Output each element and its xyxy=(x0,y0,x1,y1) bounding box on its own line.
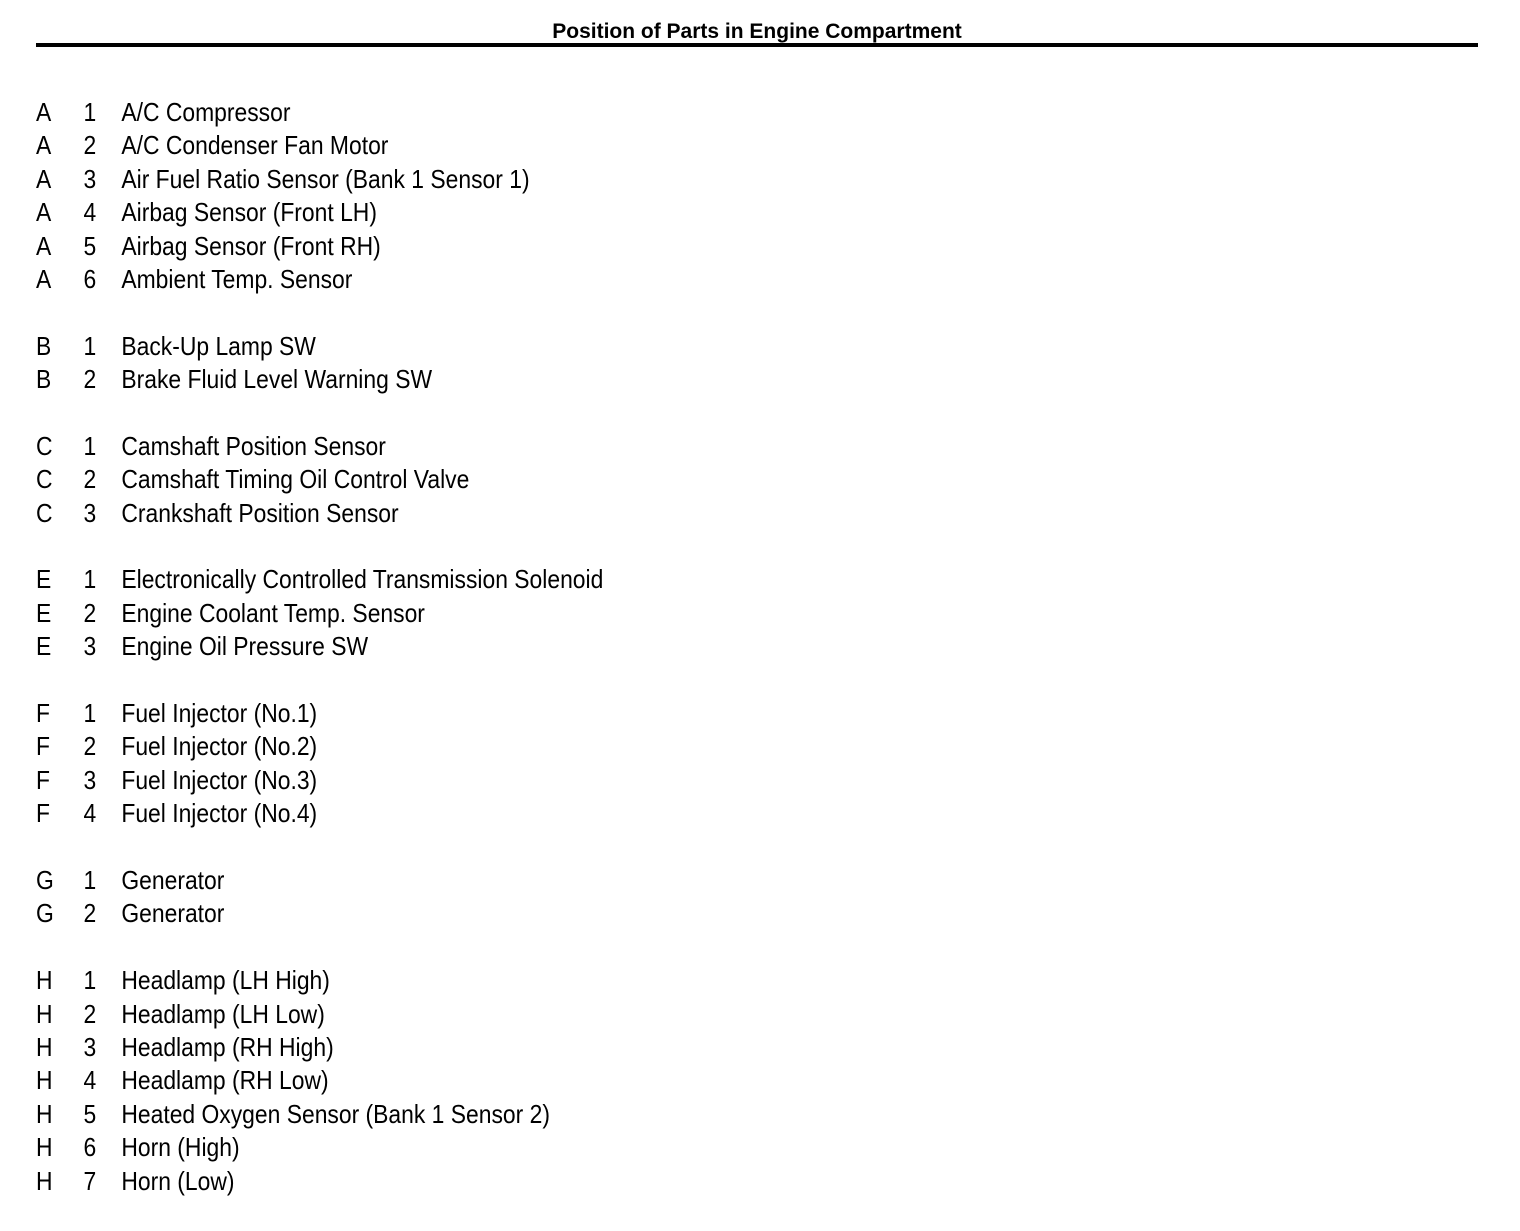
parts-group-f xyxy=(36,697,1036,831)
part-letter: C xyxy=(36,497,53,528)
part-letter: E xyxy=(36,564,52,595)
part-letter: H xyxy=(36,965,53,996)
part-letter: H xyxy=(36,1132,53,1163)
part-number: 6 xyxy=(83,1132,97,1163)
part-name: Electronically Controlled Transmission Solenoid xyxy=(121,564,604,595)
parts-group-b xyxy=(36,330,1036,397)
part-number: 7 xyxy=(83,1165,97,1196)
part-name: Engine Oil Pressure SW xyxy=(121,631,369,662)
part-row xyxy=(36,597,916,630)
part-row xyxy=(36,697,916,730)
part-number: 2 xyxy=(83,597,97,628)
part-row xyxy=(36,96,916,129)
part-name: Brake Fluid Level Warning SW xyxy=(121,364,433,395)
part-name: Airbag Sensor (Front LH) xyxy=(121,197,377,228)
part-row xyxy=(36,764,916,797)
part-name: Heated Oxygen Sensor (Bank 1 Sensor 2) xyxy=(121,1098,550,1129)
part-letter: F xyxy=(36,731,50,762)
part-number: 2 xyxy=(83,364,97,395)
part-number: 1 xyxy=(83,330,97,361)
part-name: Horn (Low) xyxy=(121,1165,235,1196)
part-number: 3 xyxy=(83,764,97,795)
parts-group-e xyxy=(36,563,1036,663)
part-row xyxy=(36,1098,916,1131)
part-letter: H xyxy=(36,1065,53,1096)
part-number: 1 xyxy=(83,864,97,895)
part-letter: A xyxy=(36,163,52,194)
part-row xyxy=(36,430,916,463)
part-name: Headlamp (LH High) xyxy=(121,965,330,996)
part-name: A/C Compressor xyxy=(121,97,291,127)
part-number: 5 xyxy=(83,230,97,261)
part-number: 1 xyxy=(83,97,97,127)
part-row xyxy=(36,1031,916,1064)
part-name: Camshaft Position Sensor xyxy=(121,430,386,461)
part-letter: B xyxy=(36,330,52,361)
part-letter: F xyxy=(36,698,50,729)
part-name: Fuel Injector (No.1) xyxy=(121,698,318,729)
part-letter: A xyxy=(36,97,52,127)
part-letter: A xyxy=(36,230,52,261)
part-name: Fuel Injector (No.4) xyxy=(121,798,318,829)
title-divider xyxy=(36,43,1478,47)
part-letter: E xyxy=(36,631,52,662)
part-letter: G xyxy=(36,898,54,929)
part-row xyxy=(36,964,916,997)
part-row xyxy=(36,630,916,663)
part-letter: F xyxy=(36,798,50,829)
part-name: Generator xyxy=(121,864,225,895)
part-row xyxy=(36,730,916,763)
part-number: 1 xyxy=(83,698,97,729)
part-row xyxy=(36,363,916,396)
part-number: 2 xyxy=(83,464,97,495)
part-row xyxy=(36,497,916,530)
part-letter: H xyxy=(36,998,53,1029)
part-letter: B xyxy=(36,364,52,395)
part-name: Headlamp (RH Low) xyxy=(121,1065,329,1096)
part-name: Back-Up Lamp SW xyxy=(121,330,316,361)
part-name: Fuel Injector (No.3) xyxy=(121,764,318,795)
part-number: 4 xyxy=(83,1065,97,1096)
part-name: Generator xyxy=(121,898,225,929)
parts-group-h xyxy=(36,964,1036,1198)
part-row xyxy=(36,1131,916,1164)
part-row xyxy=(36,797,916,830)
parts-list xyxy=(36,96,1036,1231)
part-row xyxy=(36,563,916,596)
parts-group-g xyxy=(36,864,1036,931)
part-row xyxy=(36,230,916,263)
part-number: 2 xyxy=(83,898,97,929)
part-name: Camshaft Timing Oil Control Valve xyxy=(121,464,470,495)
part-row xyxy=(36,330,916,363)
part-row xyxy=(36,263,916,296)
part-number: 6 xyxy=(83,263,97,294)
part-row xyxy=(36,998,916,1031)
part-letter: A xyxy=(36,263,52,294)
part-row xyxy=(36,864,916,897)
part-name: Engine Coolant Temp. Sensor xyxy=(121,597,425,628)
parts-group-c xyxy=(36,430,1036,530)
part-row xyxy=(36,897,916,930)
part-name: Headlamp (RH High) xyxy=(121,1031,334,1062)
part-name: Ambient Temp. Sensor xyxy=(121,263,353,294)
part-letter: C xyxy=(36,430,53,461)
part-number: 3 xyxy=(83,631,97,662)
part-name: Airbag Sensor (Front RH) xyxy=(121,230,381,261)
part-name: Fuel Injector (No.2) xyxy=(121,731,318,762)
parts-group-a xyxy=(36,96,1036,296)
part-number: 2 xyxy=(83,998,97,1029)
part-letter: H xyxy=(36,1098,53,1129)
page-title: Position of Parts in Engine Compartment xyxy=(552,20,962,43)
part-row xyxy=(36,1064,916,1097)
part-name: Air Fuel Ratio Sensor (Bank 1 Sensor 1) xyxy=(121,163,530,194)
part-letter: H xyxy=(36,1031,53,1062)
part-number: 3 xyxy=(83,163,97,194)
part-number: 2 xyxy=(83,731,97,762)
part-letter: A xyxy=(36,130,52,161)
part-name: Crankshaft Position Sensor xyxy=(121,497,399,528)
part-number: 1 xyxy=(83,430,97,461)
part-number: 3 xyxy=(83,497,97,528)
part-name: A/C Condenser Fan Motor xyxy=(121,130,389,161)
part-number: 4 xyxy=(83,798,97,829)
part-letter: G xyxy=(36,864,54,895)
part-name: Horn (High) xyxy=(121,1132,240,1163)
part-number: 2 xyxy=(83,130,97,161)
part-number: 3 xyxy=(83,1031,97,1062)
part-letter: A xyxy=(36,197,52,228)
part-number: 5 xyxy=(83,1098,97,1129)
part-row xyxy=(36,163,916,196)
part-row xyxy=(36,463,916,496)
part-letter: E xyxy=(36,597,52,628)
part-row xyxy=(36,129,916,162)
part-row xyxy=(36,196,916,229)
part-number: 4 xyxy=(83,197,97,228)
part-number: 1 xyxy=(83,564,97,595)
part-letter: H xyxy=(36,1165,53,1196)
part-name: Headlamp (LH Low) xyxy=(121,998,325,1029)
part-letter: C xyxy=(36,464,53,495)
part-letter: F xyxy=(36,764,50,795)
part-number: 1 xyxy=(83,965,97,996)
part-row xyxy=(36,1165,916,1198)
